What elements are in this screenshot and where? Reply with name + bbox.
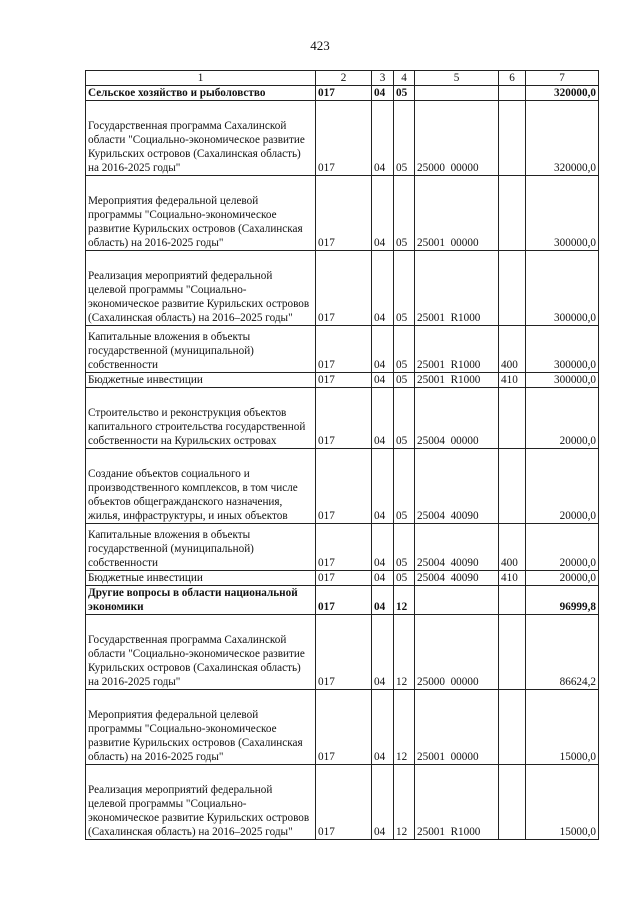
row-name: Бюджетные инвестиции [86,571,316,586]
row-name: Капитальные вложения в объекты государственной (муниципальной) собственности [86,326,316,373]
row-amount: 300000,0 [526,251,599,326]
row-amount: 20000,0 [526,524,599,571]
header-col-3: 3 [372,71,394,86]
row-expense-type [499,449,526,524]
table-row [86,251,599,326]
row-subsection: 04 [372,524,394,571]
row-subsection: 04 [372,176,394,251]
row-amount: 15000,0 [526,765,599,840]
row-name: Сельское хозяйство и рыболовство [86,86,316,101]
header-col-5: 5 [415,71,499,86]
row-subsection: 04 [372,101,394,176]
row-subsection-2: 05 [394,86,415,101]
row-name: Государственная программа Сахалинской области "Социально-экономическое развитие Курильских островов (Сахалинская область) на 2016-2025 годы" [86,101,316,176]
row-target-code: 25001 R1000 [415,326,499,373]
row-subsection: 04 [372,326,394,373]
row-section: 017 [316,326,372,373]
row-section: 017 [316,101,372,176]
table-row [86,586,599,615]
table-row [86,690,599,765]
row-target-code [415,86,499,101]
row-amount: 300000,0 [526,373,599,388]
row-name: Реализация мероприятий федеральной целевой программы "Социально-экономическое развитие Курильских островов (Сахалинская область) на 2016–2025 годы" [86,765,316,840]
row-subsection: 04 [372,765,394,840]
row-expense-type: 400 [499,326,526,373]
row-expense-type: 410 [499,571,526,586]
row-expense-type [499,101,526,176]
header-col-7: 7 [526,71,599,86]
row-name: Реализация мероприятий федеральной целевой программы "Социально-экономическое развитие Курильских островов (Сахалинская область) на 2016–2025 годы" [86,251,316,326]
table-row [86,615,599,690]
table-row [86,176,599,251]
row-target-code: 25004 40090 [415,524,499,571]
row-section: 017 [316,388,372,449]
table-row [86,765,599,840]
row-name: Строительство и реконструкция объектов капитального строительства государственной собственности на Курильских островах [86,388,316,449]
row-expense-type [499,690,526,765]
row-name: Капитальные вложения в объекты государственной (муниципальной) собственности [86,524,316,571]
row-section: 017 [316,373,372,388]
row-subsection-2: 05 [394,388,415,449]
header-col-6: 6 [499,71,526,86]
row-section: 017 [316,524,372,571]
row-target-code: 25001 R1000 [415,373,499,388]
row-amount: 300000,0 [526,176,599,251]
row-amount: 20000,0 [526,388,599,449]
budget-table [85,70,599,840]
row-target-code: 25001 R1000 [415,765,499,840]
row-section: 017 [316,449,372,524]
row-expense-type [499,388,526,449]
row-expense-type [499,176,526,251]
table-row [86,326,599,373]
header-row [86,71,599,86]
row-expense-type [499,251,526,326]
row-subsection: 04 [372,690,394,765]
row-target-code: 25000 00000 [415,101,499,176]
row-subsection-2: 05 [394,101,415,176]
row-subsection: 04 [372,86,394,101]
row-section: 017 [316,765,372,840]
row-expense-type: 400 [499,524,526,571]
row-subsection: 04 [372,571,394,586]
row-subsection: 04 [372,373,394,388]
row-section: 017 [316,615,372,690]
row-subsection: 04 [372,449,394,524]
row-expense-type: 410 [499,373,526,388]
row-name: Бюджетные инвестиции [86,373,316,388]
row-amount: 96999,8 [526,586,599,615]
row-section: 017 [316,176,372,251]
page-number: 423 [310,38,330,53]
header-col-2: 2 [316,71,372,86]
row-subsection-2: 05 [394,326,415,373]
row-name: Мероприятия федеральной целевой программы "Социально-экономическое развитие Курильских островов (Сахалинская область) на 2016-2025 годы" [86,690,316,765]
row-section: 017 [316,690,372,765]
table-row [86,388,599,449]
row-expense-type [499,86,526,101]
row-amount: 300000,0 [526,326,599,373]
row-amount: 20000,0 [526,571,599,586]
row-name: Мероприятия федеральной целевой программы "Социально-экономическое развитие Курильских островов (Сахалинская область) на 2016-2025 годы" [86,176,316,251]
row-target-code: 25004 40090 [415,449,499,524]
row-subsection-2: 05 [394,524,415,571]
row-amount: 20000,0 [526,449,599,524]
row-amount: 320000,0 [526,86,599,101]
table-row [86,449,599,524]
row-target-code: 25001 00000 [415,690,499,765]
row-subsection: 04 [372,615,394,690]
row-section: 017 [316,86,372,101]
row-amount: 86624,2 [526,615,599,690]
row-amount: 320000,0 [526,101,599,176]
row-amount: 15000,0 [526,690,599,765]
table-row [86,373,599,388]
header-col-4: 4 [394,71,415,86]
row-subsection-2: 12 [394,765,415,840]
row-subsection: 04 [372,388,394,449]
row-subsection-2: 05 [394,176,415,251]
row-subsection-2: 12 [394,615,415,690]
row-name: Другие вопросы в области национальной экономики [86,586,316,615]
row-target-code: 25001 00000 [415,176,499,251]
table-row [86,524,599,571]
row-subsection: 04 [372,586,394,615]
header-col-1: 1 [86,71,316,86]
row-subsection: 04 [372,251,394,326]
row-expense-type [499,765,526,840]
row-name: Государственная программа Сахалинской области "Социально-экономическое развитие Курильских островов (Сахалинская область) на 2016-2025 годы" [86,615,316,690]
row-target-code: 25004 40090 [415,571,499,586]
row-subsection-2: 12 [394,690,415,765]
row-subsection-2: 05 [394,251,415,326]
row-expense-type [499,586,526,615]
row-section: 017 [316,251,372,326]
row-name: Создание объектов социального и производственного комплексов, в том числе объектов общегражданского назначения, жилья, инфраструктуры, и иных объектов [86,449,316,524]
row-target-code [415,586,499,615]
row-expense-type [499,615,526,690]
table-row [86,86,599,101]
row-subsection-2: 05 [394,373,415,388]
row-subsection-2: 05 [394,449,415,524]
row-section: 017 [316,571,372,586]
row-target-code: 25004 00000 [415,388,499,449]
row-subsection-2: 05 [394,571,415,586]
table-row [86,101,599,176]
row-section: 017 [316,586,372,615]
row-subsection-2: 12 [394,586,415,615]
row-target-code: 25001 R1000 [415,251,499,326]
row-target-code: 25000 00000 [415,615,499,690]
table-row [86,571,599,586]
